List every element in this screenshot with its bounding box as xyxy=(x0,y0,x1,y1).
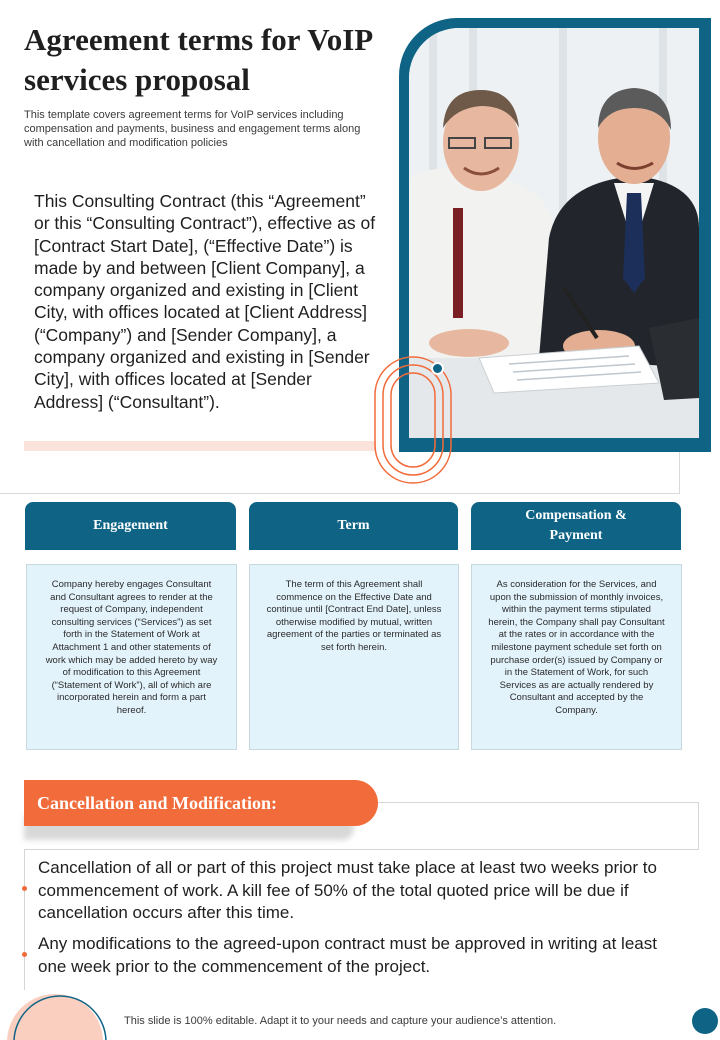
contract-paragraph: This Consulting Contract (this “Agreement” or this “Consulting Contract”), effective as of [Contract Start Date], (“Effective Date”) is made by and between [Client Company], a company organized and existing in [Client City, with offices located at [Client Address] (“Company”) and [Sender Company], a company organized and existing in [Sender City], with offices located at [Sender Address] (“Consultant”). xyxy=(34,191,376,412)
cancellation-heading: Cancellation and Modification: xyxy=(24,780,378,826)
cancellation-bullet-2: Any modifications to the agreed-upon contract must be approved in writing at least one week prior to the commencement of the project. xyxy=(38,934,657,976)
decorative-rings xyxy=(373,355,453,485)
engagement-card-text: Company hereby engages Consultant and Consultant agrees to render at the request of Company, independent consulting services (“Services”) as set forth in the Statement of Work at Attachment 1 and other statements of work which may be added hereto by way of modification to this Agreement (“Statement of Work”), all of which are incorporated herein and form a part hereof. xyxy=(26,564,237,750)
tab-term: Term xyxy=(249,502,458,550)
contract-frame xyxy=(0,445,680,494)
page-title: Agreement terms for VoIP services proposal xyxy=(24,22,372,97)
decorative-dot xyxy=(431,362,444,375)
page-subtitle: This template covers agreement terms for VoIP services including compensation and payments, business and engagement terms along with cancellation and modification policies xyxy=(24,109,361,149)
footer-dot xyxy=(692,1008,718,1034)
cancellation-bullet-1: Cancellation of all or part of this project must take place at least two weeks prior to commencement of work. A kill fee of 50% of the total quoted price will be due if cancellation occurs after this time. xyxy=(38,858,657,922)
footer-note: This slide is 100% editable. Adapt it to your needs and capture your audience’s attention. xyxy=(124,1015,557,1027)
bullet-dot xyxy=(22,952,27,957)
tab-engagement: Engagement xyxy=(25,502,236,550)
tab-compensation-label: Compensation & Payment xyxy=(525,508,627,543)
term-card-text: The term of this Agreement shall commence on the Effective Date and continue until [Contract End Date], unless otherwise modified by mutual, written agreement of the parties or terminated as set forth herein. xyxy=(249,564,459,750)
tab-compensation-payment xyxy=(471,502,681,550)
bullet-dot xyxy=(22,886,27,891)
footer-decorative-arc xyxy=(0,990,110,1040)
compensation-card-text: As consideration for the Services, and upon the submission of monthly invoices, within the payment terms stipulated herein, the Company shall pay Consultant at the rates or in accordance with the milestone payment schedule set forth on purchase order(s) issued by Company or in the Statement of Work, for such Services as are actually rendered by Consultant and accepted by the Company. xyxy=(471,564,682,750)
cancellation-rule xyxy=(24,850,25,990)
